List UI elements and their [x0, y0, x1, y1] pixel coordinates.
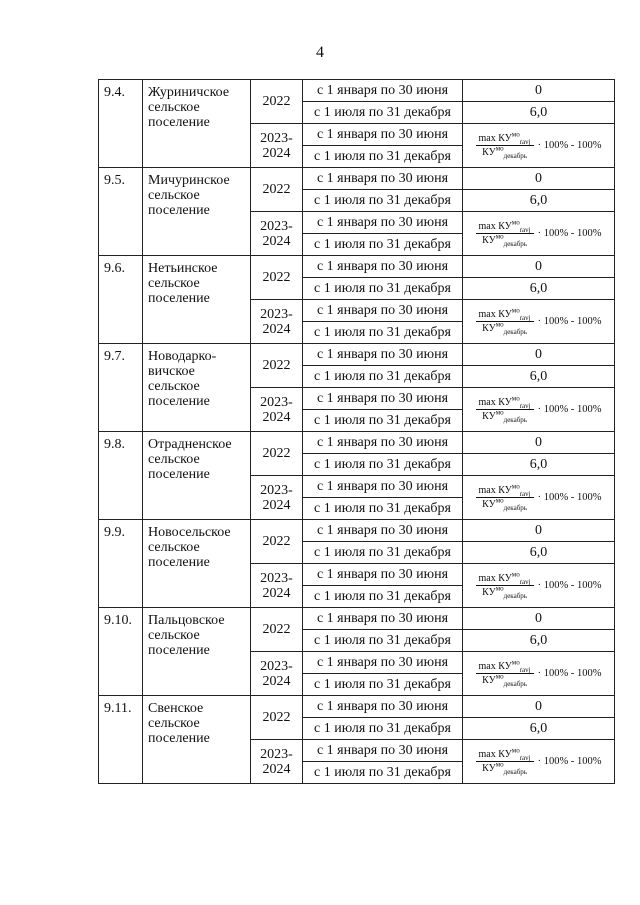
year-start: 2023-: [260, 746, 293, 762]
year-cell: [251, 564, 303, 608]
formula-fraction: [476, 482, 534, 512]
period-cell: с 1 января по 30 июня: [303, 476, 463, 498]
period-cell: с 1 января по 30 июня: [303, 124, 463, 146]
formula-ku: КУ: [498, 749, 512, 760]
settlement-name: Мичуринское сельское поселение: [143, 168, 251, 256]
formula-tail-text: 100% - 100%: [543, 140, 602, 151]
period-cell: с 1 июля по 31 декабря: [303, 146, 463, 168]
formula-sup: мо: [511, 482, 520, 491]
formula-tail-text: 100% - 100%: [543, 580, 602, 591]
value-cell: 6,0: [463, 718, 615, 740]
formula-sup: мо: [511, 746, 520, 755]
formula-sub: ravj: [519, 490, 531, 498]
formula-ku: КУ: [498, 397, 512, 408]
year-cell: 2022: [251, 256, 303, 300]
formula-cell: [463, 652, 615, 696]
period-cell: с 1 января по 30 июня: [303, 344, 463, 366]
year-start: 2023-: [260, 482, 293, 498]
year-start: 2023-: [260, 218, 293, 234]
value-cell: 6,0: [463, 454, 615, 476]
year-cell: [251, 212, 303, 256]
formula-denominator: [476, 498, 534, 510]
formula-max: max: [478, 749, 496, 760]
tariff-table: [98, 79, 615, 784]
year-end: 2024: [262, 321, 291, 337]
year-end: 2024: [262, 145, 291, 161]
formula-ku: КУ: [482, 235, 496, 246]
formula-tail: [538, 402, 602, 417]
value-cell: 6,0: [463, 366, 615, 388]
period-cell: с 1 января по 30 июня: [303, 168, 463, 190]
year-start: 2023-: [260, 394, 293, 410]
settlement-name: Нетьинское сельское поселение: [143, 256, 251, 344]
formula-fraction: [476, 306, 534, 336]
table-row: [99, 520, 615, 542]
formula-cell: [463, 212, 615, 256]
formula-ku: КУ: [482, 499, 496, 510]
page-number: 4: [316, 44, 324, 61]
formula-ku: КУ: [498, 485, 512, 496]
formula-sub: декабрь: [503, 592, 527, 600]
period-cell: с 1 января по 30 июня: [303, 696, 463, 718]
year-cell: 2022: [251, 432, 303, 476]
formula-fraction: [476, 394, 534, 424]
formula-max: max: [478, 573, 496, 584]
period-cell: с 1 июля по 31 декабря: [303, 190, 463, 212]
formula-max: max: [478, 661, 496, 672]
formula-denominator: [476, 674, 534, 686]
formula-fraction: [476, 570, 534, 600]
period-cell: с 1 января по 30 июня: [303, 388, 463, 410]
formula-ku: КУ: [482, 763, 496, 774]
year-cell: 2022: [251, 696, 303, 740]
formula-fraction: [476, 130, 534, 160]
formula-fraction: [476, 746, 534, 776]
settlement-name: Свенское сельское поселение: [143, 696, 251, 784]
formula-ku: КУ: [482, 323, 496, 334]
table-row: [99, 256, 615, 278]
formula-cell: [463, 564, 615, 608]
year-cell: 2022: [251, 168, 303, 212]
period-cell: с 1 июля по 31 декабря: [303, 762, 463, 784]
formula-sup: мо: [511, 570, 520, 579]
period-cell: с 1 июля по 31 декабря: [303, 542, 463, 564]
formula-cell: [463, 740, 615, 784]
period-cell: с 1 января по 30 июня: [303, 652, 463, 674]
formula-denominator: [476, 586, 534, 598]
formula-dot: ·: [537, 404, 542, 415]
formula-max: max: [478, 221, 496, 232]
value-cell: 0: [463, 432, 615, 454]
formula-sub: декабрь: [503, 504, 527, 512]
period-cell: с 1 июля по 31 декабря: [303, 674, 463, 696]
formula-sup: мо: [495, 408, 504, 417]
formula-denominator: [476, 322, 534, 334]
formula-sub: декабрь: [503, 152, 527, 160]
year-cell: [251, 300, 303, 344]
period-cell: с 1 июля по 31 декабря: [303, 410, 463, 432]
formula-ku: КУ: [498, 133, 512, 144]
year-cell: [251, 476, 303, 520]
formula-ku: КУ: [482, 147, 496, 158]
formula-tail: [538, 138, 602, 153]
formula-tail: [538, 490, 602, 505]
table-row: [99, 432, 615, 454]
year-start: 2023-: [260, 570, 293, 586]
period-cell: с 1 января по 30 июня: [303, 80, 463, 102]
period-cell: с 1 января по 30 июня: [303, 256, 463, 278]
formula-tail: [538, 314, 602, 329]
formula-tail: [538, 226, 602, 241]
formula-numerator: [476, 746, 534, 762]
period-cell: с 1 июля по 31 декабря: [303, 278, 463, 300]
formula-sub: декабрь: [503, 768, 527, 776]
formula-denominator: [476, 762, 534, 774]
formula-sup: мо: [495, 760, 504, 769]
formula-sub: ravj: [519, 666, 531, 674]
year-start: 2023-: [260, 658, 293, 674]
value-cell: 0: [463, 520, 615, 542]
formula-ku: КУ: [498, 573, 512, 584]
period-cell: с 1 января по 30 июня: [303, 608, 463, 630]
year-cell: 2022: [251, 80, 303, 124]
formula-tail-text: 100% - 100%: [543, 404, 602, 415]
year-cell: 2022: [251, 344, 303, 388]
year-cell: [251, 740, 303, 784]
formula-dot: ·: [537, 580, 542, 591]
period-cell: с 1 июля по 31 декабря: [303, 366, 463, 388]
formula-sup: мо: [495, 232, 504, 241]
formula-cell: [463, 300, 615, 344]
settlement-name: Новодарко-вичское сельское поселение: [143, 344, 251, 432]
formula-numerator: [476, 570, 534, 586]
formula-numerator: [476, 130, 534, 146]
row-number: 9.5.: [99, 168, 143, 256]
value-cell: 0: [463, 256, 615, 278]
value-cell: 0: [463, 168, 615, 190]
row-number: 9.10.: [99, 608, 143, 696]
formula-dot: ·: [537, 140, 542, 151]
formula-sup: мо: [511, 218, 520, 227]
period-cell: с 1 января по 30 июня: [303, 740, 463, 762]
table-row: [99, 696, 615, 718]
formula-cell: [463, 388, 615, 432]
period-cell: с 1 января по 30 июня: [303, 432, 463, 454]
formula-numerator: [476, 218, 534, 234]
row-number: 9.7.: [99, 344, 143, 432]
year-start: 2023-: [260, 306, 293, 322]
value-cell: 6,0: [463, 630, 615, 652]
period-cell: с 1 января по 30 июня: [303, 212, 463, 234]
row-number: 9.8.: [99, 432, 143, 520]
formula-sub: ravj: [519, 754, 531, 762]
value-cell: 6,0: [463, 278, 615, 300]
period-cell: с 1 июля по 31 декабря: [303, 102, 463, 124]
formula-tail: [538, 666, 602, 681]
formula-sub: декабрь: [503, 416, 527, 424]
formula-sub: декабрь: [503, 240, 527, 248]
formula-sup: мо: [495, 496, 504, 505]
formula-max: max: [478, 133, 496, 144]
year-cell: [251, 388, 303, 432]
settlement-name: Журиничское сельское поселение: [143, 80, 251, 168]
year-cell: 2022: [251, 520, 303, 564]
formula-denominator: [476, 410, 534, 422]
table-row: [99, 80, 615, 102]
formula-tail-text: 100% - 100%: [543, 316, 602, 327]
value-cell: 0: [463, 80, 615, 102]
value-cell: 6,0: [463, 190, 615, 212]
value-cell: 6,0: [463, 102, 615, 124]
year-end: 2024: [262, 497, 291, 513]
formula-sub: ravj: [519, 402, 531, 410]
formula-sub: ravj: [519, 138, 531, 146]
period-cell: с 1 июля по 31 декабря: [303, 234, 463, 256]
period-cell: с 1 января по 30 июня: [303, 564, 463, 586]
formula-tail: [538, 754, 602, 769]
formula-ku: КУ: [498, 309, 512, 320]
value-cell: 6,0: [463, 542, 615, 564]
year-cell: [251, 652, 303, 696]
formula-dot: ·: [537, 228, 542, 239]
formula-sup: мо: [495, 584, 504, 593]
row-number: 9.4.: [99, 80, 143, 168]
year-cell: 2022: [251, 608, 303, 652]
formula-dot: ·: [537, 316, 542, 327]
value-cell: 0: [463, 608, 615, 630]
formula-ku: КУ: [498, 661, 512, 672]
formula-ku: КУ: [482, 675, 496, 686]
table-row: [99, 168, 615, 190]
formula-sup: мо: [495, 144, 504, 153]
formula-sup: мо: [511, 394, 520, 403]
row-number: 9.9.: [99, 520, 143, 608]
formula-max: max: [478, 485, 496, 496]
formula-ku: КУ: [482, 587, 496, 598]
formula-sub: ravj: [519, 314, 531, 322]
formula-sub: ravj: [519, 578, 531, 586]
table-row: [99, 608, 615, 630]
formula-tail-text: 100% - 100%: [543, 492, 602, 503]
formula-numerator: [476, 658, 534, 674]
formula-sup: мо: [495, 672, 504, 681]
formula-denominator: [476, 146, 534, 158]
year-end: 2024: [262, 409, 291, 425]
formula-sup: мо: [495, 320, 504, 329]
formula-numerator: [476, 306, 534, 322]
formula-dot: ·: [537, 756, 542, 767]
table-row: [99, 344, 615, 366]
formula-fraction: [476, 218, 534, 248]
formula-denominator: [476, 234, 534, 246]
period-cell: с 1 июля по 31 декабря: [303, 630, 463, 652]
formula-ku: КУ: [482, 411, 496, 422]
value-cell: 0: [463, 696, 615, 718]
formula-sub: декабрь: [503, 328, 527, 336]
period-cell: с 1 июля по 31 декабря: [303, 586, 463, 608]
formula-sub: декабрь: [503, 680, 527, 688]
formula-tail: [538, 578, 602, 593]
year-end: 2024: [262, 761, 291, 777]
formula-sup: мо: [511, 306, 520, 315]
formula-tail-text: 100% - 100%: [543, 228, 602, 239]
year-cell: [251, 124, 303, 168]
year-start: 2023-: [260, 130, 293, 146]
year-end: 2024: [262, 673, 291, 689]
formula-max: max: [478, 309, 496, 320]
year-end: 2024: [262, 233, 291, 249]
formula-numerator: [476, 394, 534, 410]
row-number: 9.6.: [99, 256, 143, 344]
formula-tail-text: 100% - 100%: [543, 668, 602, 679]
period-cell: с 1 июля по 31 декабря: [303, 322, 463, 344]
row-number: 9.11.: [99, 696, 143, 784]
period-cell: с 1 июля по 31 декабря: [303, 454, 463, 476]
period-cell: с 1 июля по 31 декабря: [303, 718, 463, 740]
year-end: 2024: [262, 585, 291, 601]
formula-sub: ravj: [519, 226, 531, 234]
settlement-name: Отрадненское сельское поселение: [143, 432, 251, 520]
settlement-name: Новосельское сельское поселение: [143, 520, 251, 608]
formula-sup: мо: [511, 658, 520, 667]
formula-sup: мо: [511, 130, 520, 139]
period-cell: с 1 января по 30 июня: [303, 300, 463, 322]
formula-fraction: [476, 658, 534, 688]
formula-cell: [463, 476, 615, 520]
formula-tail-text: 100% - 100%: [543, 756, 602, 767]
formula-ku: КУ: [498, 221, 512, 232]
formula-numerator: [476, 482, 534, 498]
formula-cell: [463, 124, 615, 168]
period-cell: с 1 июля по 31 декабря: [303, 498, 463, 520]
formula-dot: ·: [537, 668, 542, 679]
settlement-name: Пальцовское сельское поселение: [143, 608, 251, 696]
period-cell: с 1 января по 30 июня: [303, 520, 463, 542]
formula-max: max: [478, 397, 496, 408]
formula-dot: ·: [537, 492, 542, 503]
value-cell: 0: [463, 344, 615, 366]
